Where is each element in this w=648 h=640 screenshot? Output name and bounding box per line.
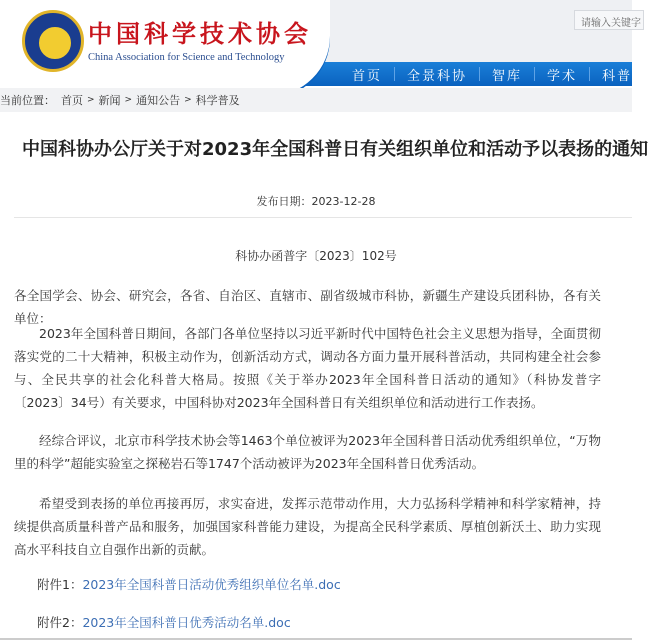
attachment-label: 附件1： (37, 577, 83, 592)
site-header (0, 0, 641, 86)
logo[interactable] (0, 0, 330, 96)
chevron-right-icon: > (87, 95, 95, 105)
nav-home[interactable]: 首页 (352, 68, 383, 84)
logo-chinese: 中国科学技术协会 (88, 19, 312, 48)
breadcrumb-notices[interactable]: 通知公告 (136, 94, 181, 107)
chevron-right-icon: > (124, 95, 133, 105)
nav-science-pop[interactable]: 科普 (602, 68, 633, 84)
attachment-2 (37, 613, 291, 631)
breadcrumb-science-pop[interactable]: 科学普及 (195, 94, 240, 107)
paragraph: 希望受到表扬的单位再接再厉，求实奋进，发挥示范带动作用，大力弘扬科学精神和科学家精神，持续提供高质量科普产品和服务，加强国家科普能力建设，为提高全民科学素质、厚植创新沃土、助力实现高水平科技自立自强作出新的贡献。 (14, 496, 601, 557)
breadcrumb-label: 当前位置： (0, 94, 55, 107)
logo-english: China Association for Science and Technology (88, 52, 285, 63)
nav-panorama[interactable]: 全景科协 (407, 68, 468, 84)
divider (14, 217, 632, 218)
attachment-1 (37, 575, 341, 593)
main-nav (340, 62, 644, 86)
search-input[interactable]: 请输入关键字 (574, 10, 644, 30)
breadcrumb-news[interactable]: 新闻 (98, 94, 121, 107)
document-number: 科协办函普字〔2023〕102号 (235, 249, 397, 263)
attachment-label: 附件2： (37, 615, 83, 630)
paragraph: 2023年全国科普日期间，各部门各单位坚持以习近平新时代中国特色社会主义思想为指导，全面贯彻落实党的二十大精神，积极主动作为，创新活动方式，调动各方面力量开展科普活动，共同构建全社会参与、全民共享的社会化科普大格局。按照《关于举办2023年全国科普日活动的通知》（科协发普字〔2023〕34号）有关要求，中国科协对2023年全国科普日有关组织单位和活动进行工作表扬。 (14, 326, 601, 410)
breadcrumb-home[interactable]: 首页 (61, 94, 83, 107)
salutation: 各全国学会、协会、研究会，各省、自治区、直辖市、副省级城市科协，新疆生产建设兵团科协，各有关单位： (14, 288, 601, 326)
nav-think-tank[interactable]: 智库 (492, 68, 523, 84)
breadcrumb (0, 88, 632, 112)
chevron-right-icon: > (184, 95, 192, 105)
attachment-link[interactable]: 2023年全国科普日优秀活动名单.doc (82, 615, 291, 630)
page-title: 中国科协办公厅关于对2023年全国科普日有关组织单位和活动予以表扬的通知 (22, 139, 648, 160)
publish-date: 发布日期：2023-12-28 (256, 195, 376, 208)
nav-academic[interactable]: 学术 (547, 68, 578, 84)
emblem-icon (22, 10, 84, 72)
paragraph: 经综合评议，北京市科学技术协会等1463个单位被评为2023年全国科普日活动优秀组织单位，“万物里的科学”超能实验室之探秘岩石等1747个活动被评为2023年全国科普日优秀活动。 (14, 433, 601, 471)
attachment-link[interactable]: 2023年全国科普日活动优秀组织单位名单.doc (82, 577, 341, 592)
